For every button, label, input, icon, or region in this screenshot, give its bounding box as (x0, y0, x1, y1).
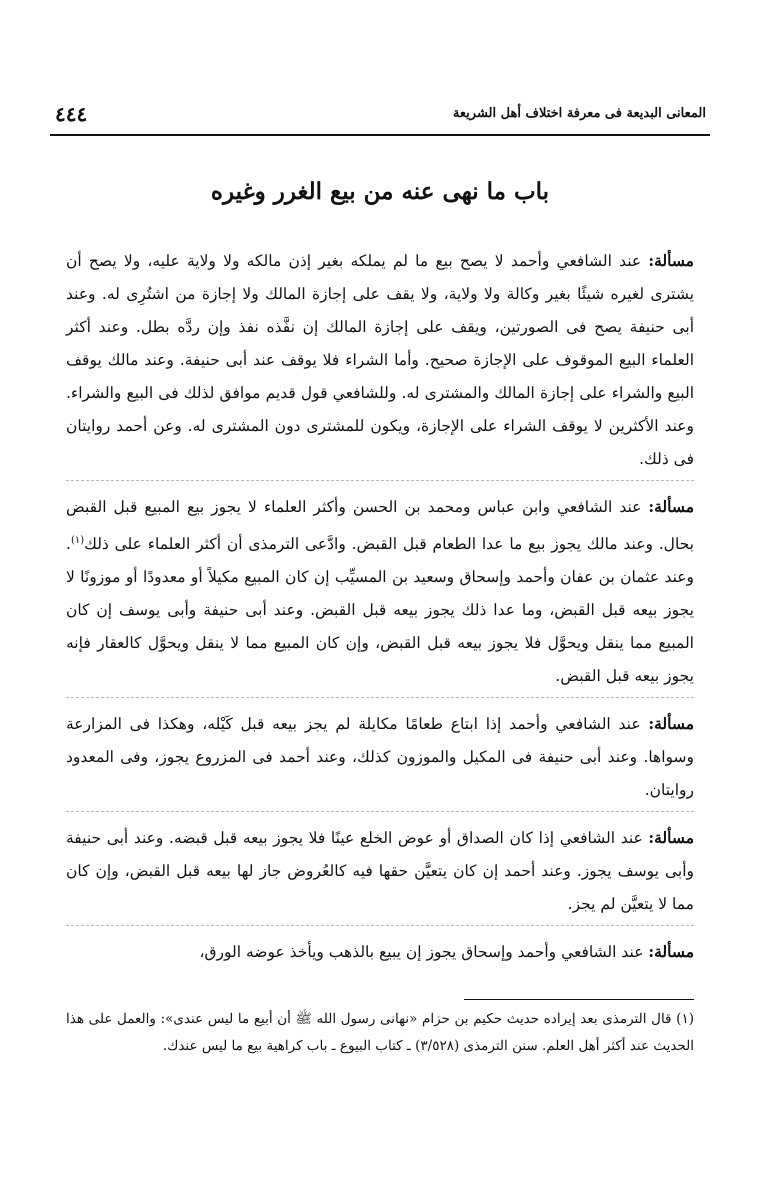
issue-text: عند الشافعي وابن عباس ومحمد بن الحسن وأكثر العلماء لا يجوز بيع المبيع قبل القبض بحال. وعند مالك يجوز بيع ما عدا الطعام قبل القبض. وادَّعى الترمذى أن أكثر العلماء على ذلك (66, 498, 694, 554)
issue-text: عند الشافعي إذا كان الصداق أو عوض الخلع عينًا فلا يجوز بيعه قبل قبضه. وعند أبى حنيفة وأبى يوسف يجوز. وعند أحمد إن كان يتعيَّن حقها فيه كالعُروض جاز لها بيعه قبل القبض، وإن كان مما لا يتعيَّن لم يجز. (66, 829, 694, 914)
footnote-marker: (١) (676, 1011, 694, 1027)
chapter-title: باب ما نهى عنه من بيع الغرر وغيره (210, 178, 550, 205)
header-rule (50, 134, 710, 136)
issue-paragraph-4 (66, 821, 694, 926)
footnote-rule (464, 999, 694, 1000)
issue-text: عند الشافعي وأحمد إذا ابتاع طعامًا مكايلة لم يجز بيعه قبل كَيْله، وهكذا فى المزارعة وسواها. وعند أبى حنيفة فى المكيل والموزون كذلك، وعند أحمد فى المزروع يجوز، وفى المعدود روايتان. (66, 715, 694, 800)
footnote-reference[interactable]: (١) (70, 535, 85, 546)
page-number: ٤٤٤ (55, 102, 88, 126)
issue-term: مسألة: (648, 714, 694, 734)
issue-paragraph-1 (66, 244, 694, 481)
footnote-text: قال الترمذى بعد إيراده حديث حكيم بن حزام «نهانى رسول الله ﷺ أن أبيع ما ليس عندى»: والعمل على هذا الحديث عند أكثر أهل العلم. سنن الترمذى (٣/٥٢٨) ـ كتاب البيوع ـ باب كراهية بيع ما ليس عندك. (66, 1011, 694, 1054)
issue-text-continued: . وعند عثمان بن عفان وأحمد وإسحاق وسعيد بن المسيِّب إن كان المبيع مكيلاً أو معدودًا أو موزونًا لا يجوز بيعه قبل القبض، وما عدا ذلك يجوز بيعه قبل القبض. وعند أبى حنيفة وأبى يوسف إن كان المبيع مما ينقل ويحوَّل فلا يجوز بيعه قبل القبض، وإن كان المبيع مما لا ينقل ويحوَّل كالعقار فإنه يجوز بيعه قبل القبض. (66, 535, 694, 686)
footnote (66, 1006, 694, 1060)
issue-term: مسألة: (648, 942, 694, 962)
issue-text: عند الشافعي وأحمد وإسحاق يجوز إن يبيع بالذهب ويأخذ عوضه الورق، (199, 943, 644, 962)
issue-term: مسألة: (648, 828, 694, 848)
issue-text: عند الشافعي وأحمد لا يصح بيع ما لم يملكه بغير إذن مالكه ولا ولاية عليه، ولا يصح أن يشترى لغيره شيئًا بغير وكالة ولا ولاية، ولا يقف على إجازة المالك ولا إجازة من اشتُرِى له. وعند أبى حنيفة يصح فى الصورتين، ويقف على إجازة المالك إن نفَّذه نفذ وإن ردَّه بطل. وعند أكثر العلماء البيع الموقوف على الإجازة صحيح. وأما الشراء فلا يوقف عند أبى حنيفة. وعند مالك يوقف البيع والشراء على إجازة المالك والمشترى له. وللشافعي قول قديم موافق لذلك فى البيع والشراء. وعند الأكثرين لا يوقف الشراء على الإجازة، ويكون للمشترى دون المشترى له. وعن أحمد روايتان فى ذلك. (66, 252, 694, 468)
issue-term: مسألة: (648, 497, 694, 516)
issue-paragraph-2 (66, 490, 694, 698)
running-title: المعانى البديعة فى معرفة اختلاف أهل الشريعة (452, 106, 706, 121)
page-header (50, 102, 710, 130)
issue-paragraph-5 (66, 935, 694, 973)
issue-paragraph-3 (66, 707, 694, 812)
issue-term: مسألة: (648, 251, 694, 270)
body-text (66, 244, 694, 982)
